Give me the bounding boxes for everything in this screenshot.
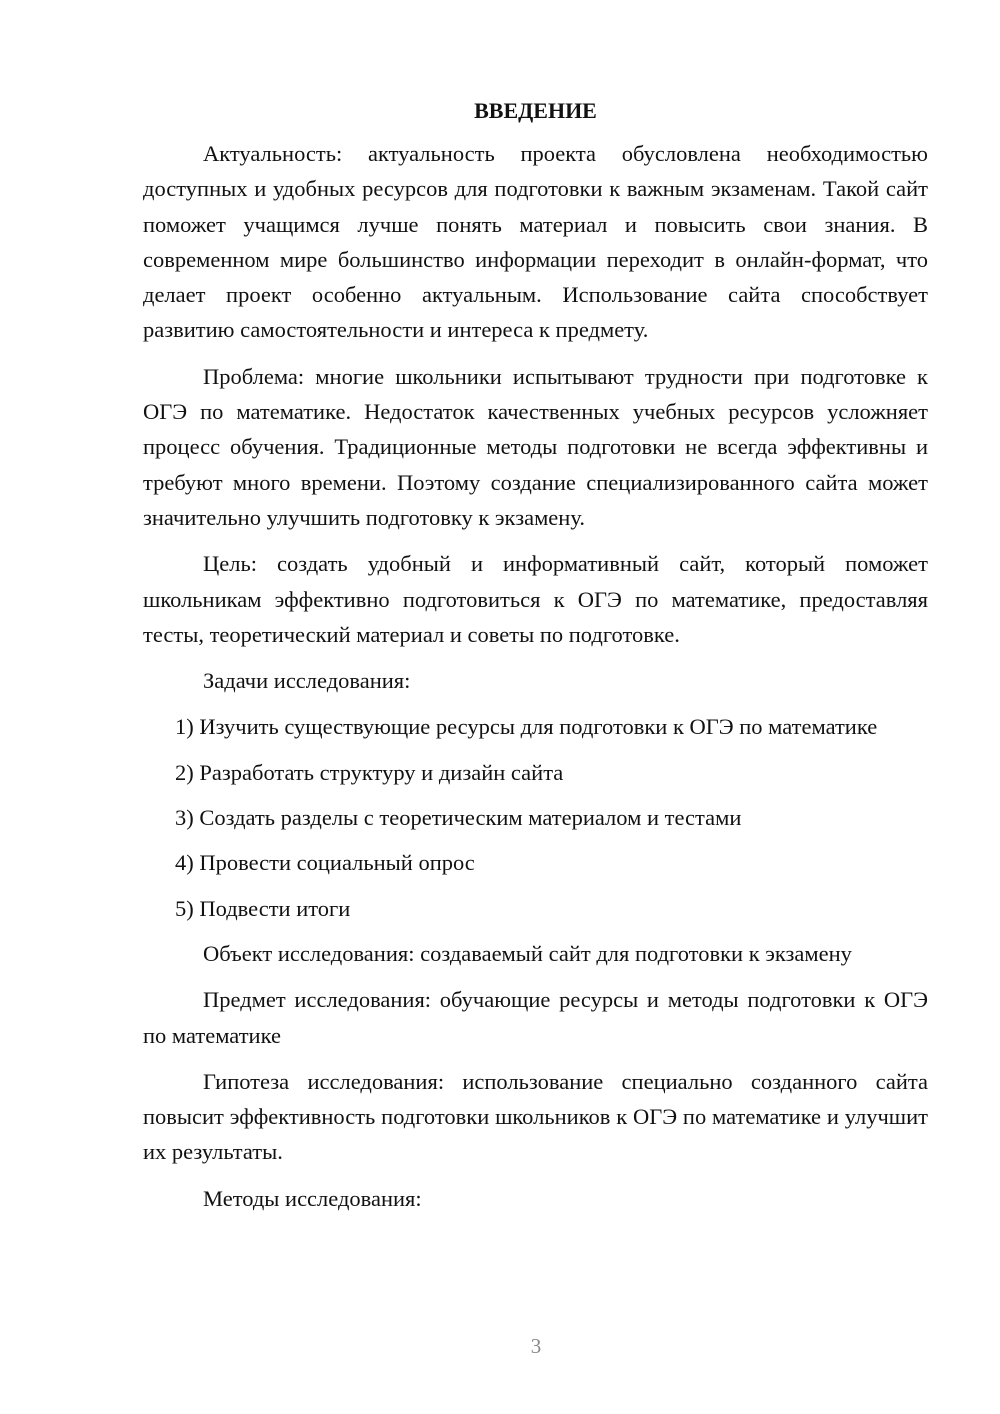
task-item-1: 1) Изучить существующие ресурсы для подготовки к ОГЭ по математике [175, 714, 878, 740]
task-item-3: 3) Создать разделы с теоретическим материалом и тестами [175, 805, 742, 831]
object-paragraph: Объект исследования: создаваемый сайт для подготовки к экзамену [203, 940, 852, 966]
problem-paragraph: Проблема: многие школьники испытывают трудности при подготовке к ОГЭ по математике. Недостаток качественных учебных ресурсов усложняет процесс обучения. Традиционные методы подготовки не всегда эффективны и требуют много времени. Поэтому создание специализированного сайта может значительно улучшить подготовку к экзамену. [143, 363, 928, 530]
hypothesis-paragraph: Гипотеза исследования: использование специально созданного сайта повысит эффективность подготовки школьников к ОГЭ по математике и улучшит их результаты. [143, 1068, 928, 1165]
task-item-2: 2) Разработать структуру и дизайн сайта [175, 759, 564, 785]
tasks-title: Задачи исследования: [203, 668, 411, 694]
methods-title: Методы исследования: [203, 1185, 422, 1211]
page-number: 3 [530, 1334, 542, 1358]
section-heading: ВВЕДЕНИЕ [474, 98, 597, 123]
task-item-4: 4) Провести социальный опрос [175, 850, 475, 876]
page-content [143, 96, 928, 1227]
relevance-paragraph: Актуальность: актуальность проекта обусловлена необходимостью доступных и удобных ресурсов для подготовки к важным экзаменам. Такой сайт поможет учащимся лучше понять материал и повысить свои знания. В современном мире большинство информации переходит в онлайн-формат, что делает проект особенно актуальным. Использование сайта способствует развитию самостоятельности и интереса к предмету. [143, 141, 928, 343]
task-item-5: 5) Подвести итоги [175, 895, 351, 921]
subject-paragraph: Предмет исследования: обучающие ресурсы и методы подготовки к ОГЭ по математике [143, 987, 928, 1048]
goal-paragraph: Цель: создать удобный и информативный сайт, который поможет школьникам эффективно подготовиться к ОГЭ по математике, предоставляя тесты, теоретический материал и советы по подготовке. [143, 551, 928, 647]
